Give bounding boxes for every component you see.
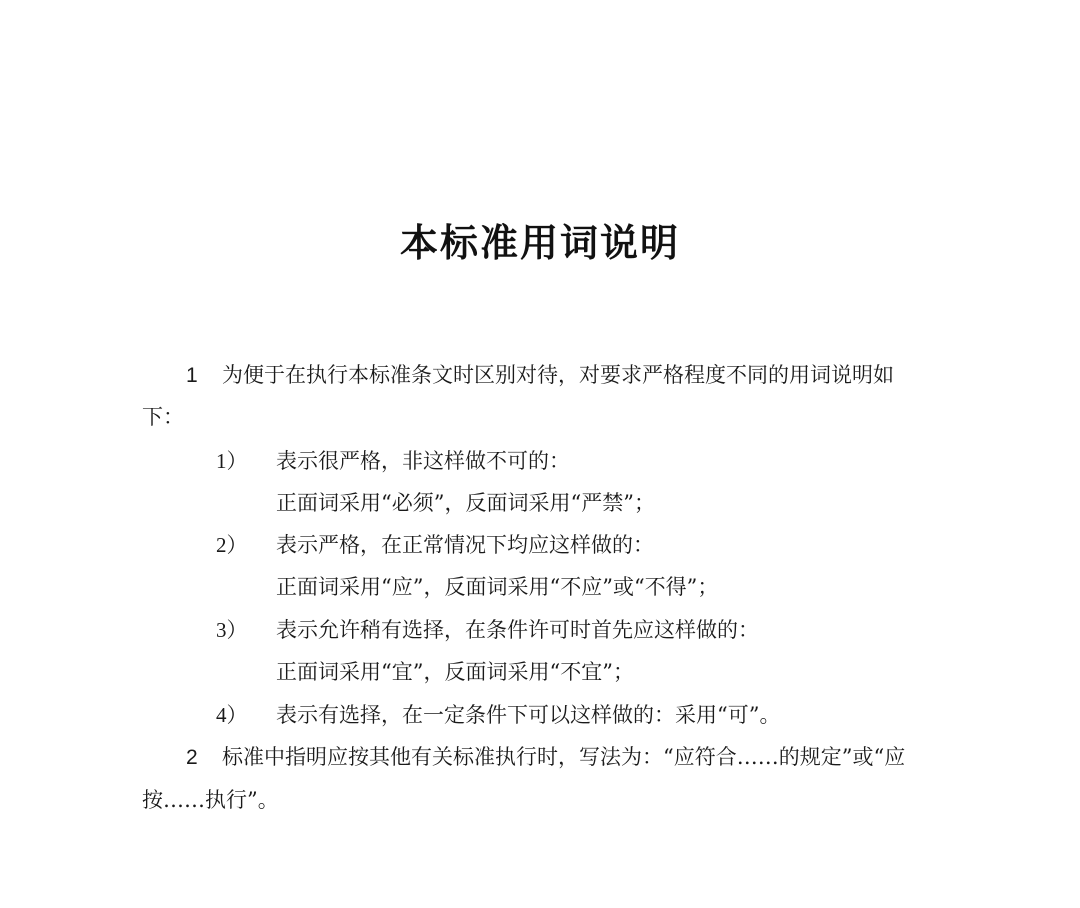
item-3-line2: 正面词采用“宜”，反面词采用“不宜”；	[276, 660, 634, 684]
item-4-line1: 表示有选择，在一定条件下可以这样做的：采用“可”。	[276, 703, 781, 727]
item-1-line2: 正面词采用“必须”，反面词采用“严禁”；	[276, 491, 655, 515]
item-1-line1: 表示很严格，非这样做不可的：	[276, 449, 570, 473]
clause-1-number: 1	[186, 364, 198, 387]
item-2-line1: 表示严格，在正常情况下均应这样做的：	[276, 533, 654, 557]
clause-1-text-line2: 下：	[142, 405, 184, 429]
clause-1-text-line1: 为便于在执行本标准条文时区别对待，对要求严格程度不同的用词说明如	[222, 363, 894, 387]
clause-2-text-line2: 按……执行”。	[142, 788, 279, 812]
item-2-number: 2）	[216, 533, 248, 557]
page-title: 本标准用词说明	[399, 221, 680, 265]
item-4-number: 4）	[216, 703, 248, 727]
item-3-number: 3）	[216, 618, 248, 642]
item-2-line2: 正面词采用“应”，反面词采用“不应”或“不得”；	[276, 575, 719, 599]
clause-2-text-line1: 标准中指明应按其他有关标准执行时，写法为：“应符合……的规定”或“应	[222, 745, 906, 769]
item-1-number: 1）	[216, 449, 248, 473]
item-3-line1: 表示允许稍有选择，在条件许可时首先应这样做的：	[276, 618, 759, 642]
clause-2-number: 2	[186, 746, 198, 769]
